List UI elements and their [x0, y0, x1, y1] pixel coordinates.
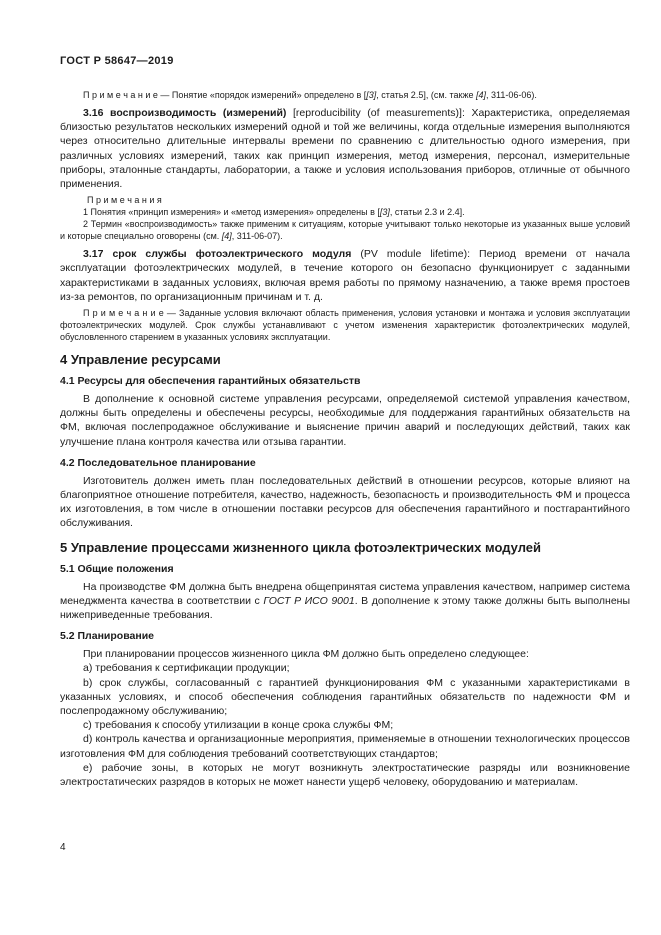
document-header [60, 55, 630, 67]
note-item-2: 2 Термин «воспроизводимость» также применим к ситуациям, которые учитывают только некоторые из указанных выше условий и которые специально оговорены (см. [4], 311-06-07). [60, 219, 630, 242]
section-5-heading: 5 Управление процессами жизненного цикла фотоэлектрических модулей [60, 539, 542, 555]
section-5-1-heading: 5.1 Общие положения [60, 562, 174, 575]
note-3-17: П р и м е ч а н и е — Заданные условия включают область применения, условия установки и монтажа и условия эксплуатации фотоэлектрических модулей. Срок службы устанавливают с учетом изменения характеристик фотоэлектрических модулей, обусловленного старением в указанных условиях эксплуатации. [60, 308, 630, 343]
section-5-1-paragraph: На производстве ФМ должна быть внедрена общепринятая система управления качеством, например система менеджмента качества в соответствии с ГОСТ Р ИСО 9001. В дополнение к этому также должны быть выполнены нижеприведенные требования. [60, 580, 631, 622]
note-measurement-sequence: П р и м е ч а н и е — Понятие «порядок измерений» определено в [[3], статья 2.5], (см. также [4], 311-06-06). [83, 90, 537, 100]
list-item-e: e) рабочие зоны, в которых не могут возникнуть электростатические разряды или возникновение электростатических разрядов в которых не может нанести ущерб человеку, оборудованию и материалам. [60, 761, 630, 789]
note-item-1: 1 Понятия «принцип измерения» и «метод измерения» определены в [[3], статьи 2.3 и 2.4]. [83, 207, 465, 218]
page-number: 4 [60, 842, 66, 853]
term-3-16-definition: 3.16 воспроизводимость (измерений) [reproducibility (of measurements)]: Характеристика, определяемая близостью результатов нескольких измерений одной и той же величины, когда отдельные измерения выполняются через относительно длительные интервалы времени по сравнению с длительностью одного измерения, при различных условиях измерений, таких как принцип измерения, метод измерения, персонал, измерительные приборы, эталонные стандарты, лаборатории, а также и условия использования приборов, отличные от обычного применения. [60, 107, 630, 191]
list-item-c: c) требования к способу утилизации в конце срока службы ФМ; [83, 719, 394, 732]
list-item-b: b) срок службы, согласованный с гарантией функционирования ФМ с указанными характеристиками в указанных условиях, и способ обеспечения соблюдения гарантийных обязательств по надежности ФМ и послепродажному обслуживанию; [60, 676, 630, 718]
term-3-17-definition: 3.17 срок службы фотоэлектрического модуля (PV module lifetime): Период времени от начала эксплуатации фотоэлектрических модулей, в течение которого он безопасно функционирует с заданными характеристиками в заданных условиях, включая время работы по прямому назначению, а также время простоев из-за ремонтов, по организационным причинам и т. д. [60, 248, 630, 303]
section-4-2-heading: 4.2 Последовательное планирование [60, 456, 256, 469]
page-footer [60, 842, 66, 854]
notes-label: П р и м е ч а н и я [87, 195, 162, 206]
section-4-2-paragraph: Изготовитель должен иметь план последовательных действий в отношении ресурсов, которые влияют на благоприятное отношение потребителя, качество, надежность, безопасность и производительность ФМ и процесса их изготовления, в том числе в отношении поставки ресурсов для обеспечения гарантийного и постгарантийного обслуживания. [60, 474, 630, 530]
standard-number: ГОСТ Р 58647—2019 [60, 55, 174, 67]
section-4-1-heading: 4.1 Ресурсы для обеспечения гарантийных обязательств [60, 375, 361, 388]
notes-group-3-16 [60, 194, 630, 242]
document-body [60, 89, 630, 789]
list-item-a: a) требования к сертификации продукции; [83, 662, 290, 675]
section-4-1-paragraph: В дополнение к основной системе управления ресурсами, определяемой системой управления качеством, должны быть определены и обеспечены ресурсы, необходимые для поддержания гарантийных обязательств на ФМ, включая послепродажное обслуживание и выяснение причин аварий и последующих действий, таких как улучшение плана контроля качества или отзыва гарантии. [60, 393, 630, 448]
section-5-2-intro: При планировании процессов жизненного цикла ФМ должно быть определено следующее: [83, 648, 529, 661]
list-item-d: d) контроль качества и организационные мероприятия, применяемые в отношении технологических процессов изготовления ФМ для соблюдения требований соответствующих стандартов; [60, 733, 630, 760]
section-4-heading: 4 Управление ресурсами [60, 352, 221, 368]
section-5-2-heading: 5.2 Планирование [60, 630, 154, 643]
